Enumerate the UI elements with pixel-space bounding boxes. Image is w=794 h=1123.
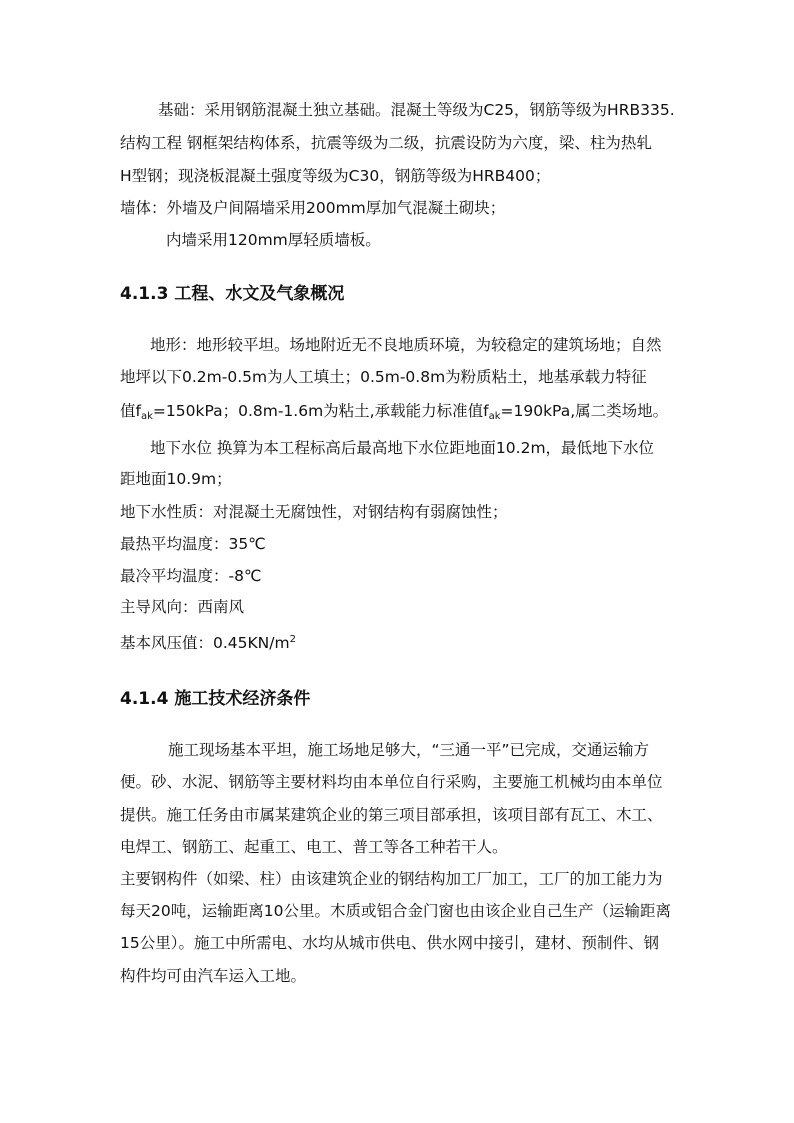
structure-line-1: 结构工程 钢框架结构体系，抗震等级为二级，抗震设防为六度，梁、柱为热轧	[120, 134, 652, 152]
wind-pressure-line: 基本风压值：$0.45KN/m^2$	[120, 634, 296, 652]
steel-line-3: 15公里）。施工中所需电、水均从城市供电、供水网中接引，建材、预制件、钢	[120, 934, 659, 952]
water-level-line-1: 地下水位 换算为本工程标高后最高地下水位距地面10.2m，最低地下水位	[150, 439, 655, 457]
hottest-temp-line: 最热平均温度：35℃	[120, 535, 266, 553]
wind-direction-line: 主导风向：西南风	[120, 598, 245, 616]
walls-line: 墙体：外墙及户间隔墙采用200mm厚加气混凝土砌块；	[120, 199, 506, 217]
superscript-2: 2	[289, 634, 296, 645]
foundation-line: 基础：采用钢筋混凝土独立基础。混凝土等级为C25，钢筋等级为HRB335.	[158, 101, 675, 119]
conditions-line-2: 便。砂、水泥、钢筋等主要材料均由本单位自行采购，主要施工机械均由本单位	[120, 773, 663, 791]
conditions-line-4: 电焊工、钢筋工、起重工、电工、普工等各工种若干人。	[120, 838, 508, 856]
section-heading-4-1-4: 4.1.4 施工技术经济条件	[120, 689, 311, 709]
steel-line-4: 构件均可由汽车运入工地。	[120, 967, 307, 985]
subscript-ak: ak	[488, 411, 501, 422]
water-level-line-2: 距地面10.9m；	[120, 470, 232, 488]
steel-line-1: 主要钢构件（如梁、柱）由该建筑企业的钢结构加工厂加工，工厂的加工能力为	[120, 870, 663, 888]
subscript-ak: ak	[140, 411, 153, 422]
inner-wall-line: 内墙采用120mm厚轻质墙板。	[166, 231, 381, 249]
terrain-line-2: 地坪以下0.2m-0.5m为人工填土；0.5m-0.8m为粉质粘土，地基承载力特征	[120, 368, 647, 386]
section-heading-4-1-3: 4.1.3 工程、水文及气象概况	[120, 284, 345, 304]
conditions-line-1: 施工现场基本平坦，施工场地足够大，“三通一平”已完成，交通运输方	[168, 741, 650, 759]
structure-line-2: H型钢；现浇板混凝土强度等级为C30，钢筋等级为HRB400；	[120, 167, 551, 185]
terrain-line-1: 地形：地形较平坦。场地附近无不良地质环境，为较稳定的建筑场地；自然	[150, 336, 662, 354]
groundwater-line: 地下水性质：对混凝土无腐蚀性，对钢结构有弱腐蚀性；	[120, 503, 508, 521]
steel-line-2: 每天20吨，运输距离10公里。木质或铝合金门窗也由该企业自己生产（运输距离	[120, 902, 671, 920]
terrain-line-3: 值$f_{ak}=150kPa$；0.8m-1.6m为粘土,承载能力标准值$f_{ak}=190kPa$,属二类场地。	[120, 402, 669, 422]
conditions-line-3: 提供。施工任务由市属某建筑企业的第三项目部承担，该项目部有瓦工、木工、	[120, 806, 663, 824]
coldest-temp-line: 最冷平均温度：-8℃	[120, 567, 262, 585]
